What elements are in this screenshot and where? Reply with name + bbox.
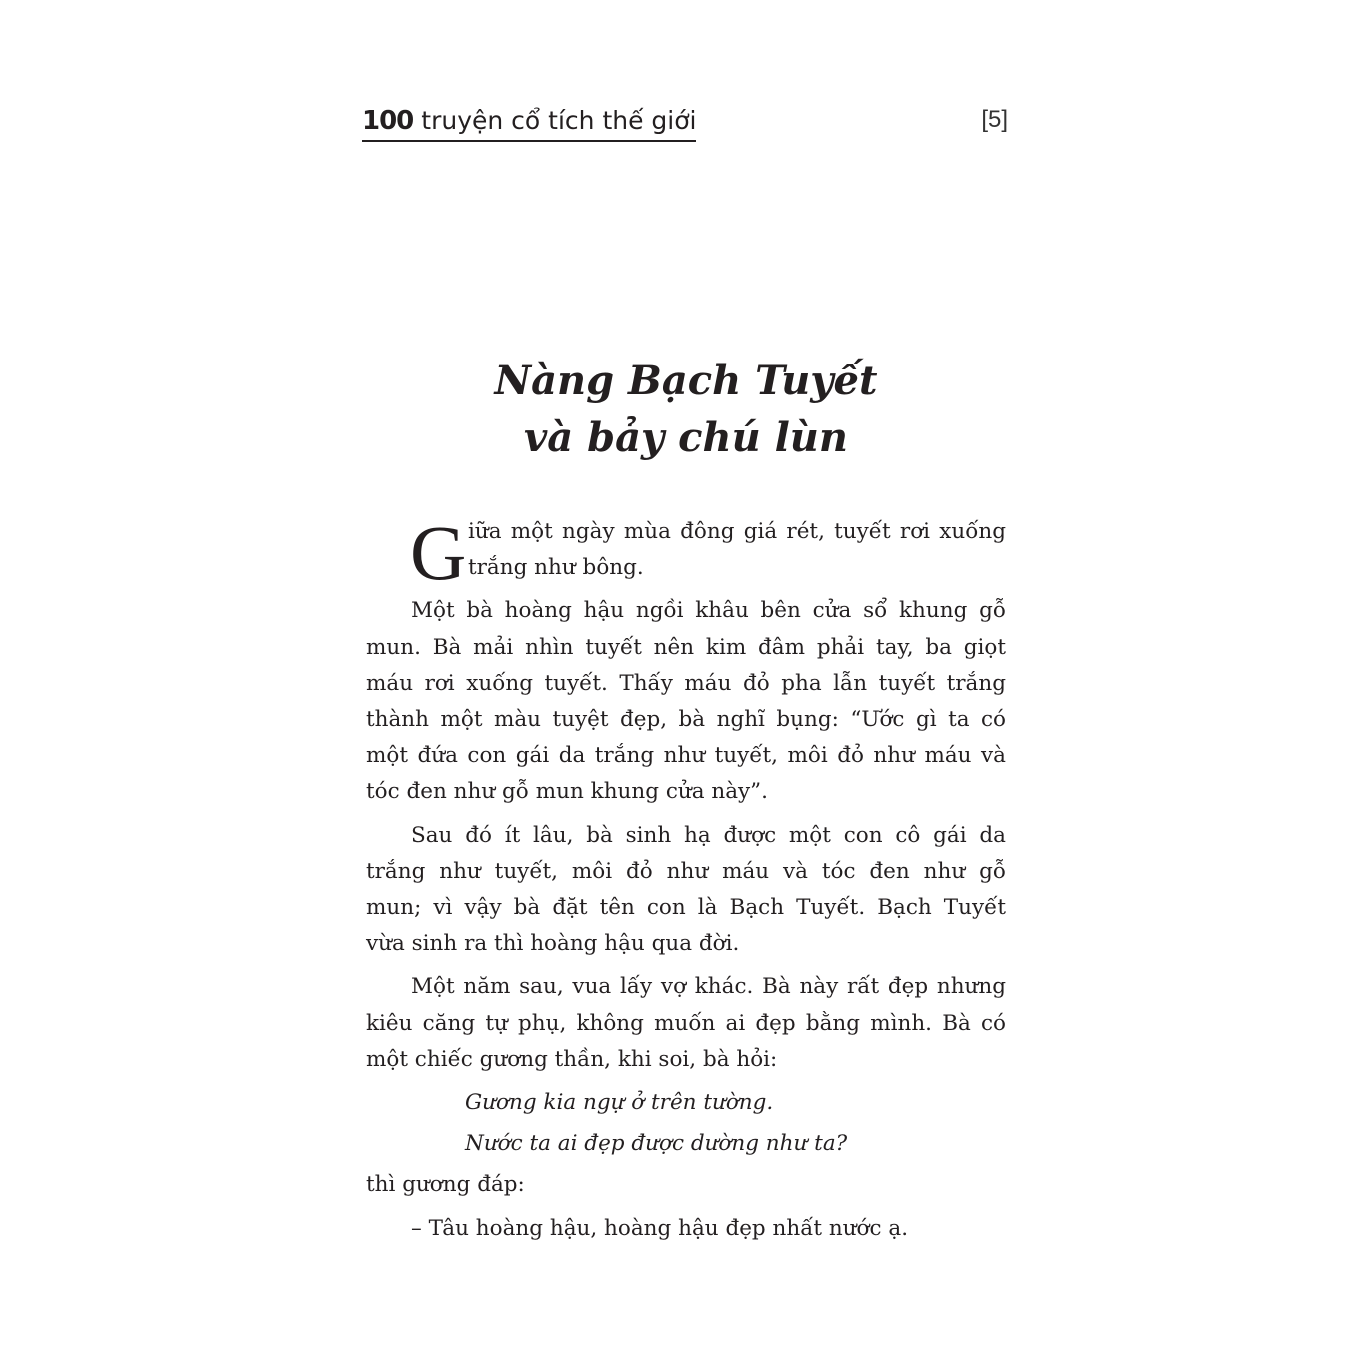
paragraph-2 — [366, 593, 1006, 810]
title-line-2: và bảy chú lùn — [524, 414, 848, 461]
text-line: Sau đó ít lâu, bà sinh hạ được một con cô gái da — [411, 822, 1006, 848]
series-number: 100 — [362, 106, 414, 136]
paragraph-1 — [366, 509, 1006, 596]
paragraph-3 — [366, 818, 1006, 963]
running-header — [362, 104, 1008, 144]
page-number: [5] — [981, 106, 1008, 133]
text-line: một đứa con gái da trắng như tuyết, môi đỏ như máu và — [366, 743, 1006, 769]
text-line: thành một màu tuyệt đẹp, bà nghĩ bụng: “Ước gì ta có — [366, 707, 1006, 733]
dialogue-line: – Tâu hoàng hậu, hoàng hậu đẹp nhất nước ạ. — [411, 1215, 909, 1241]
story-title — [366, 352, 1006, 466]
text-line: Một năm sau, vua lấy vợ khác. Bà này rất đẹp nhưng — [411, 974, 1006, 1000]
text-line: tóc đen như gỗ mun khung cửa này”. — [366, 779, 769, 805]
drop-cap: G — [410, 509, 467, 596]
text-line: trắng như tuyết, môi đỏ như máu và tóc đen như gỗ — [366, 858, 1006, 884]
text-line: mun. Bà mải nhìn tuyết nên kim đâm phải tay, ba giọt — [366, 634, 1006, 660]
title-line-1: Nàng Bạch Tuyết — [494, 357, 878, 404]
series-title: truyện cổ tích thế giới — [421, 106, 697, 135]
text-line: vừa sinh ra thì hoàng hậu qua đời. — [366, 931, 740, 957]
text-line: trắng như bông. — [468, 555, 644, 581]
text-line: mun; vì vậy bà đặt tên con là Bạch Tuyết. Bạch Tuyết — [366, 895, 1006, 921]
verse-line-2: Nước ta ai đẹp được dường như ta? — [465, 1131, 848, 1157]
book-series-title — [362, 104, 696, 142]
verse-line-1: Gương kia ngự ở trên tường. — [465, 1090, 774, 1116]
text-line: máu rơi xuống tuyết. Thấy máu đỏ pha lẫn tuyết trắng — [366, 670, 1006, 696]
text-line: kiêu căng tự phụ, không muốn ai đẹp bằng mình. Bà có — [366, 1010, 1006, 1036]
text-line: iữa một ngày mùa đông giá rét, tuyết rơi xuống — [468, 519, 1006, 544]
paragraph-5: thì gương đáp: — [366, 1172, 525, 1198]
text-line: một chiếc gương thần, khi soi, bà hỏi: — [366, 1046, 778, 1072]
paragraph-4 — [366, 969, 1006, 1078]
story-body — [366, 509, 1006, 1254]
text-line: Một bà hoàng hậu ngồi khâu bên cửa sổ khung gỗ — [411, 598, 1006, 624]
